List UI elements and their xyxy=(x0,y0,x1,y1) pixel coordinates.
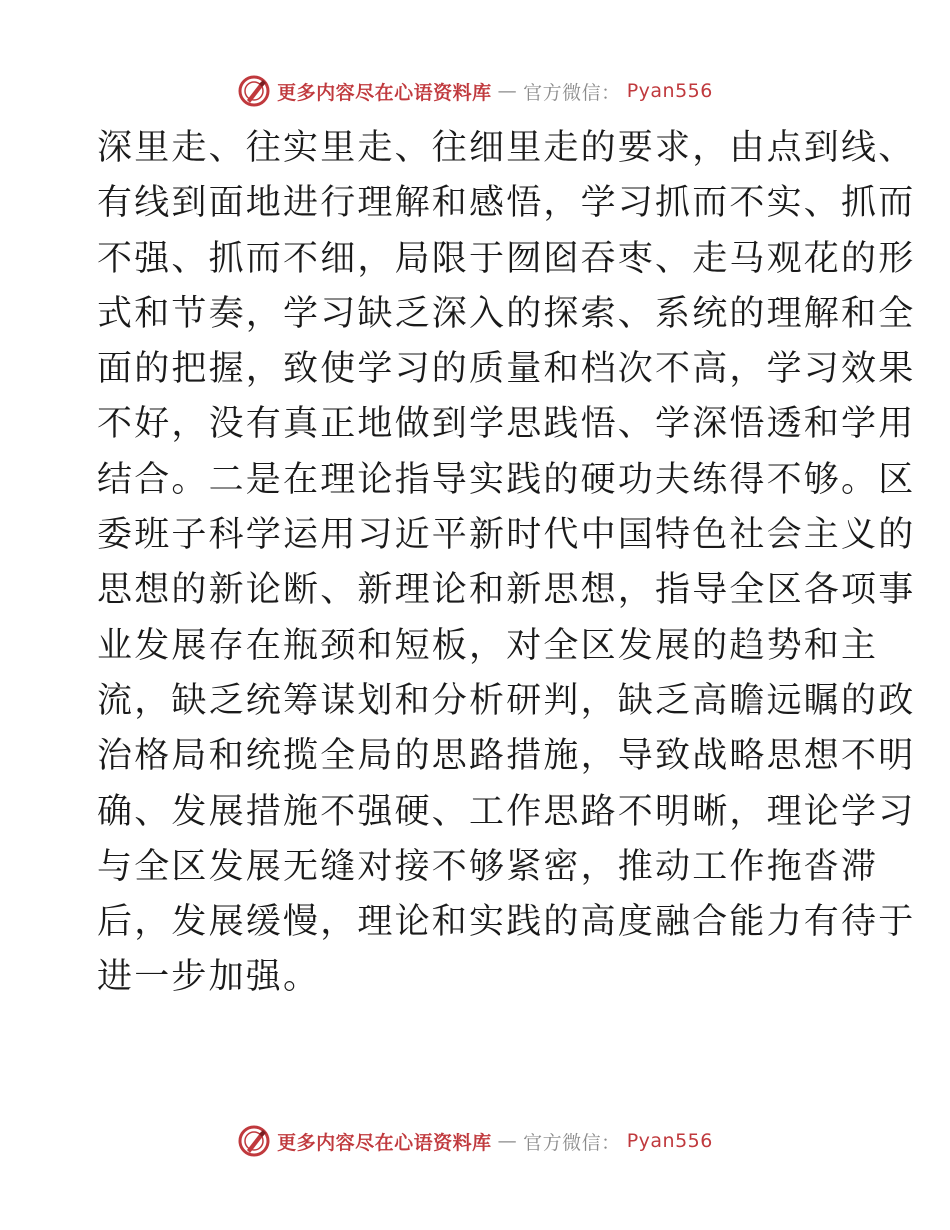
header-banner-wechat-id: Pyan556 xyxy=(626,80,713,102)
footer-banner-wechat-id: Pyan556 xyxy=(626,1130,713,1152)
body-line: 式和节奏，学习缺乏深入的探索、系统的理解和全 xyxy=(97,293,916,334)
footer-banner-main-text: 更多内容尽在心语资料库 xyxy=(277,1131,492,1154)
body-line: 确、发展措施不强硬、工作思路不明晰，理论学习 xyxy=(97,791,916,832)
header-banner-separator: — xyxy=(497,80,518,102)
body-line: 业发展存在瓶颈和短板，对全区发展的趋势和主 xyxy=(97,625,879,666)
body-line: 思想的新论断、新理论和新思想，指导全区各项事 xyxy=(97,570,916,611)
body-line: 不好，没有真正地做到学思践悟、学深悟透和学用 xyxy=(97,404,916,445)
body-line: 流，缺乏统筹谋划和分析研判，缺乏高瞻远瞩的政 xyxy=(97,680,916,721)
body-line: 委班子科学运用习近平新时代中国特色社会主义的 xyxy=(97,515,916,556)
footer-banner xyxy=(0,1121,950,1161)
pen-nib-logo-icon xyxy=(237,1124,271,1158)
body-line: 不强、抓而不细，局限于囫囵吞枣、走马观花的形 xyxy=(97,238,916,279)
document-body xyxy=(97,121,916,1006)
pen-nib-logo-icon xyxy=(237,74,271,108)
body-line: 后，发展缓慢，理论和实践的高度融合能力有待于 xyxy=(97,902,916,943)
header-banner-side-text: 官方微信： xyxy=(523,81,621,104)
body-line: 有线到面地进行理解和感悟，学习抓而不实、抓而 xyxy=(97,183,916,224)
body-line: 与全区发展无缝对接不够紧密，推动工作拖沓滞 xyxy=(97,846,879,887)
body-line: 治格局和统揽全局的思路措施，导致战略思想不明 xyxy=(97,736,916,777)
footer-banner-separator: — xyxy=(497,1130,518,1152)
body-line: 面的把握，致使学习的质量和档次不高，学习效果 xyxy=(97,349,916,390)
body-line: 深里走、往实里走、往细里走的要求，由点到线、 xyxy=(97,128,916,168)
body-line: 结合。二是在理论指导实践的硬功夫练得不够。区 xyxy=(97,459,916,500)
header-banner-main-text: 更多内容尽在心语资料库 xyxy=(277,81,492,104)
body-line: 进一步加强。 xyxy=(97,957,321,998)
footer-banner-side-text: 官方微信： xyxy=(523,1131,621,1154)
header-banner xyxy=(0,71,950,111)
